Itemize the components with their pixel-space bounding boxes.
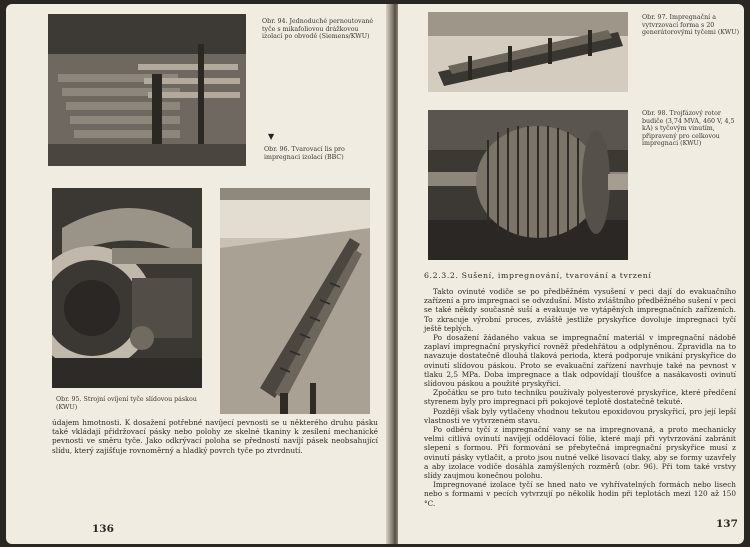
right-body-text [424,287,736,508]
page-number-left: 136 [92,523,114,535]
paragraph-3: Zpočátku se pro tuto techniku používaly polyesterové pryskyřice, které předčení styrenem byly pro impregnaci při pokojové teplotě dostatečně tekuté. [424,388,736,407]
factory-bars-image [48,14,246,166]
paragraph-4: Později však byly vytlačeny vhodnou tekutou epoxidovou pryskyřicí, pro její lepší vlastnosti ve vytvrzeném stavu. [424,406,736,425]
photo-fig94 [48,14,246,166]
paragraph-1: Takto ovinuté vodiče se po předběžném vysušení v peci dají do evakuačního zařízení a pro impregnaci se odvzdušní. Místo zvláštního předběžného sušení v peci se také někdy současně suší a evakuuje ve vytápěných impregnačních zařízeních. To zkracuje výrobní proces, zvláště jestliže pryskyřice dovoluje impregnaci tyčí ještě teplých. [424,287,736,333]
exciter-rotor-image [428,110,628,260]
paragraph-6: Impregnované izolace tyčí se hned nato ve vyhřívatelných formách nebo lisech nebo s formami v pecích vytvrzují po několik hodin při teplotách mezi 120 až 150 °C. [424,480,736,508]
caption-fig97: Obr. 97. Impregnační a vytvrzovací forma s 20 generátorovými tyčemi (KWU) [642,14,740,37]
impregnation-mold-image [428,12,628,92]
photo-fig97 [428,12,628,92]
left-body-text [52,418,378,455]
right-page [398,4,744,544]
paragraph-5: Po odběru tyčí z impregnační vany se na impregnovaná, a proto mechanicky velmi citlivá ovinutí navíjejí oddělovací fólie, které mají při vytvrzování zabránit slepení s formou. Při formování se přebytečná impregnační pryskyřice musí z ovinutí pásky vytlačit, a proto jsou nutné velké lisovací tlaky, aby se formy uzavřely a aby izolace vodiče dosáhla zamýšlených rozměrů (obr. 96). Při tom také vrstvy slídy zaujmou konečnou polohu. [424,425,736,481]
page-number-right: 137 [716,518,738,530]
winding-machine-image [52,188,202,388]
photo-fig96 [220,188,370,414]
caption-fig96: Obr. 96. Tvarovací lis pro impregnaci izolací (BBC) [264,146,345,161]
left-paragraph: údajem hmotnosti. K dosažení potřebné navíjecí pevnosti se u některého druhu pásku také vkládají přidržovací pásky nebo polohy ze skelné tkaniny k zesílení mechanické pevnosti ve směru tyče. Jako odkrývací poloha se předností navíjí pásek neobsahující slídu, který zajišťuje rovnoměrný a hladký povrch tyče po ztvrdnutí. [52,418,378,455]
left-page [6,4,392,544]
photo-fig95 [52,188,202,388]
caption-fig94: Obr. 94. Jednoduché pernoutované tyče s mikafoliovou drážkovou izolací po obvodě (Siemens/KWU) [262,18,374,41]
section-heading: 6.2.3.2. Sušení, impregnování, tvarování a tvrzení [424,271,652,280]
photo-fig98 [428,110,628,260]
paragraph-2: Po dosažení žádaného vakua se impregnační materiál v impregnační nádobě zaplaví impregnační pryskyřicí rovněž předehřátou a odplyněnou. Zpravidla na to navazuje dostatečně dlouhá tlaková perioda, která podporuje vnikání pryskyřice do ovinutí slídovou páskou. Proto se evakuační zařízení navrhuje také na pevnost v tlaku 2,5 MPa. Doba impregnace a tlak odpovídají tloušťce a nasákavosti ovinutí slídovou páskou a použité pryskyřici. [424,333,736,389]
forming-press-image [220,188,370,414]
caption-fig98: Obr. 98. Trojfázový rotor budiče (3,74 MVA, 460 V, 4,5 kA) s tyčovým vinutím, připravený pro celkovou impregnaci (KWU) [642,110,735,148]
arrow-down-icon: ▼ [268,132,275,141]
caption-fig95: Obr. 95. Strojní ovíjení tyče slídovou páskou (KWU) [56,396,197,411]
